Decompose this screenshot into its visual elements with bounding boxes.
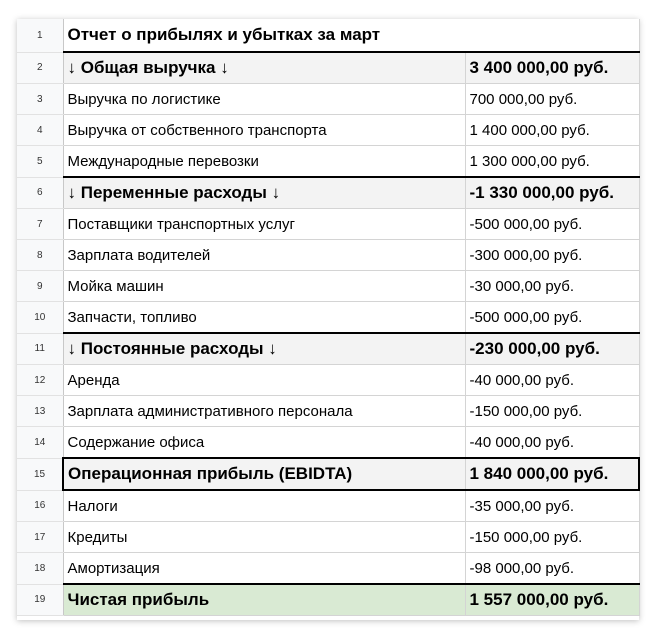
- line-item-value[interactable]: -500 000,00 руб.: [465, 302, 639, 334]
- line-item-label[interactable]: Зарплата водителей: [63, 240, 465, 271]
- row-header[interactable]: 13: [17, 396, 63, 427]
- line-item-value[interactable]: -40 000,00 руб.: [465, 365, 639, 396]
- table-row: [17, 115, 639, 146]
- line-item-label[interactable]: Поставщики транспортных услуг: [63, 209, 465, 240]
- net-profit-value[interactable]: 1 557 000,00 руб.: [465, 584, 639, 616]
- table-row: [17, 522, 639, 553]
- row-header[interactable]: 14: [17, 427, 63, 459]
- table-row: [17, 52, 639, 84]
- row-header[interactable]: 16: [17, 490, 63, 522]
- line-item-value[interactable]: -150 000,00 руб.: [465, 522, 639, 553]
- line-item-value[interactable]: -98 000,00 руб.: [465, 553, 639, 585]
- line-item-label[interactable]: Международные перевозки: [63, 146, 465, 178]
- line-item-label[interactable]: Мойка машин: [63, 271, 465, 302]
- line-item-value[interactable]: -300 000,00 руб.: [465, 240, 639, 271]
- line-item-label[interactable]: Аренда: [63, 365, 465, 396]
- report-title[interactable]: Отчет о прибылях и убытках за март: [63, 19, 639, 52]
- line-item-label[interactable]: Амортизация: [63, 553, 465, 585]
- row-header[interactable]: 9: [17, 271, 63, 302]
- table-row: [17, 396, 639, 427]
- row-header[interactable]: 15: [17, 458, 63, 490]
- line-item-value[interactable]: 1 300 000,00 руб.: [465, 146, 639, 178]
- row-header[interactable]: 19: [17, 584, 63, 616]
- table-row: [17, 271, 639, 302]
- table-row: [17, 553, 639, 585]
- line-item-value[interactable]: 1 400 000,00 руб.: [465, 115, 639, 146]
- table-row: [17, 365, 639, 396]
- line-item-value[interactable]: -150 000,00 руб.: [465, 396, 639, 427]
- net-profit-label[interactable]: Чистая прибыль: [63, 584, 465, 616]
- row-header[interactable]: 2: [17, 52, 63, 84]
- table-row: [17, 584, 639, 616]
- total-revenue-label[interactable]: ↓ Общая выручка ↓: [63, 52, 465, 84]
- row-header[interactable]: 10: [17, 302, 63, 334]
- line-item-label[interactable]: Запчасти, топливо: [63, 302, 465, 334]
- variable-costs-label[interactable]: ↓ Переменные расходы ↓: [63, 177, 465, 209]
- table-row: [17, 458, 639, 490]
- line-item-label[interactable]: Содержание офиса: [63, 427, 465, 459]
- table-row: [17, 177, 639, 209]
- row-header[interactable]: 6: [17, 177, 63, 209]
- line-item-label[interactable]: Зарплата административного персонала: [63, 396, 465, 427]
- table-row: [17, 240, 639, 271]
- table-row: [17, 333, 639, 365]
- table-row: [17, 490, 639, 522]
- line-item-value[interactable]: -500 000,00 руб.: [465, 209, 639, 240]
- line-item-label[interactable]: Кредиты: [63, 522, 465, 553]
- line-item-label[interactable]: Выручка от собственного транспорта: [63, 115, 465, 146]
- fixed-costs-label[interactable]: ↓ Постоянные расходы ↓: [63, 333, 465, 365]
- total-revenue-value[interactable]: 3 400 000,00 руб.: [465, 52, 639, 84]
- row-header[interactable]: 5: [17, 146, 63, 178]
- line-item-value[interactable]: -35 000,00 руб.: [465, 490, 639, 522]
- row-header[interactable]: 4: [17, 115, 63, 146]
- table-row: [17, 146, 639, 178]
- row-header[interactable]: 11: [17, 333, 63, 365]
- line-item-value[interactable]: -40 000,00 руб.: [465, 427, 639, 459]
- row-header[interactable]: 1: [17, 19, 63, 52]
- row-header[interactable]: 12: [17, 365, 63, 396]
- table-row: [17, 19, 639, 52]
- spreadsheet: [17, 19, 639, 620]
- row-header[interactable]: 3: [17, 84, 63, 115]
- fixed-costs-value[interactable]: -230 000,00 руб.: [465, 333, 639, 365]
- line-item-label[interactable]: Выручка по логистике: [63, 84, 465, 115]
- row-header[interactable]: 18: [17, 553, 63, 585]
- operating-profit-value[interactable]: 1 840 000,00 руб.: [465, 458, 639, 490]
- pnl-table: [17, 19, 640, 616]
- row-header[interactable]: 7: [17, 209, 63, 240]
- operating-profit-label[interactable]: Операционная прибыль (EBIDTA): [63, 458, 465, 490]
- table-row: [17, 427, 639, 459]
- row-header[interactable]: 8: [17, 240, 63, 271]
- line-item-value[interactable]: -30 000,00 руб.: [465, 271, 639, 302]
- line-item-label[interactable]: Налоги: [63, 490, 465, 522]
- table-row: [17, 209, 639, 240]
- row-header[interactable]: 17: [17, 522, 63, 553]
- table-row: [17, 84, 639, 115]
- variable-costs-value[interactable]: -1 330 000,00 руб.: [465, 177, 639, 209]
- line-item-value[interactable]: 700 000,00 руб.: [465, 84, 639, 115]
- table-row: [17, 302, 639, 334]
